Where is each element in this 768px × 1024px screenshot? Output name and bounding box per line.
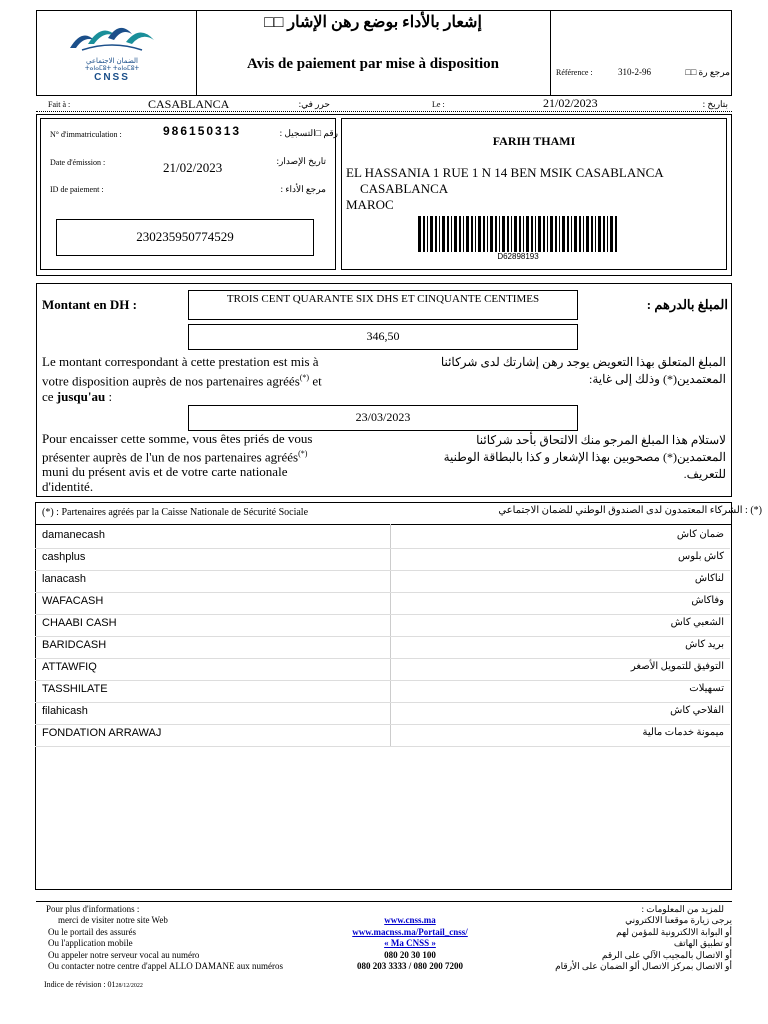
barcode-bar — [459, 216, 461, 252]
barcode-bar — [571, 216, 572, 252]
barcode-bar — [583, 216, 584, 252]
recipient-address-3: MAROC — [346, 197, 394, 212]
barcode-bar — [483, 216, 485, 252]
barcode-bar — [487, 216, 488, 252]
partner-row — [35, 592, 730, 615]
partner-name-ar: التوفيق للتمويل الأصغر — [630, 661, 724, 672]
encaisser-fr-line2-text: présenter auprès de l'un de nos partenaires agréés — [42, 449, 299, 465]
dispo-fr-line2 — [42, 370, 360, 389]
barcode-bar — [454, 216, 457, 252]
footer-row-ar: يرجى زيارة موقعنا الالكتروني — [625, 915, 732, 925]
footer-phone: 080 20 30 100 — [384, 949, 436, 960]
encaisser-fr-line3: muni du présent avis et de votre carte nationale — [42, 464, 288, 480]
fait-label-ar: حرر في: — [298, 99, 330, 109]
footer-info-ar: للمزيد من المعلومات : — [641, 904, 724, 914]
barcode-bar — [555, 216, 557, 252]
partner-name-fr: FONDATION ARRAWAJ — [42, 727, 162, 739]
barcode-bar — [511, 216, 512, 252]
place-date-underline — [36, 111, 732, 113]
footer-row-fr: Ou appeler notre serveur vocal au numéro — [48, 949, 200, 960]
partner-name-fr: BARIDCASH — [42, 639, 107, 651]
barcode-bar — [615, 216, 617, 252]
dispo-fr-line3 — [42, 389, 360, 405]
barcode-bar — [526, 216, 529, 252]
barcode-bar — [550, 216, 553, 252]
barcode-bar — [514, 216, 517, 252]
title-arabic: إشعار بالأداء بوضع رهن الإشار □□ — [264, 14, 482, 31]
dispo-fr-et: et — [309, 373, 322, 389]
logo-tifinagh-text: ⵜⴰⵏⴰⵎⵓⵜ ⵜⴰⵏⴰⵎⵓⵜ — [84, 66, 140, 72]
le-value: 21/02/2023 — [543, 96, 598, 110]
revision-date: 28/12/2022 — [115, 983, 143, 989]
partner-row — [35, 658, 730, 681]
amount-value: 346,50 — [366, 329, 400, 343]
footer-info-fr: Pour plus d'informations : — [46, 904, 140, 914]
dispo-fr-sup: (*) — [299, 373, 310, 382]
barcode-bar — [591, 216, 593, 252]
immat-label-ar: رقم □التسجيل : — [279, 128, 338, 138]
dispo-fr-colon: : — [105, 389, 113, 405]
barcode-bar — [523, 216, 524, 252]
dispo-fr-line1: Le montant correspondant à cette prestation est mis à — [42, 354, 319, 369]
dispo-ar-line1: المبلغ المتعلق بهذا التعويض يوجد رهن إشارتك لدى شركائنا — [440, 355, 726, 369]
fait-value: CASABLANCA — [148, 97, 230, 111]
partner-row — [35, 614, 730, 637]
dispo-fr-ce: ce — [42, 389, 57, 405]
partner-name-fr: TASSHILATE — [42, 683, 108, 695]
barcode-bar — [547, 216, 548, 252]
barcode-bar — [427, 216, 428, 252]
partner-row — [35, 548, 730, 571]
id-paiement-label-ar: مرجع الأداء : — [280, 184, 326, 194]
barcode-bar — [543, 216, 545, 252]
partner-name-ar: ميمونة خدمات مالية — [642, 727, 724, 738]
title-french: Avis de paiement par mise à disposition — [247, 56, 499, 72]
footer-row-ar: أو تطبيق الهاتف — [673, 938, 732, 948]
barcode-bar — [603, 216, 605, 252]
partner-row — [35, 702, 730, 725]
encaisser-fr-sup: (*) — [298, 449, 308, 458]
barcode-bar — [423, 216, 425, 252]
dispo-fr-jusquau: jusqu'au — [56, 389, 106, 405]
deadline-value: 23/03/2023 — [355, 410, 411, 424]
barcode-bar — [519, 216, 521, 252]
barcode-bar — [439, 216, 440, 252]
revision-label: Indice de révision : 01 — [44, 980, 116, 989]
recipient-address-2: CASABLANCA — [360, 181, 449, 196]
barcode-bar — [531, 216, 533, 252]
barcode-bar — [586, 216, 589, 252]
footer-top-line — [36, 901, 732, 902]
dispo-fr-line2-text: votre disposition auprès de nos partenaires agréés — [42, 373, 300, 389]
barcode-bar — [430, 216, 433, 252]
barcode-bar — [502, 216, 505, 252]
barcode-bar — [490, 216, 493, 252]
header-divider-right — [550, 10, 551, 96]
partner-name-fr: lanacash — [42, 573, 87, 585]
partner-name-ar: الفلاحي كاش — [670, 705, 724, 716]
barcode-bar — [507, 216, 509, 252]
barcode-bar — [538, 216, 541, 252]
barcode-bar — [418, 216, 421, 252]
barcode-bar — [463, 216, 464, 252]
encaisser-text-ar — [390, 432, 726, 483]
encaisser-fr-line1: Pour encaisser cette somme, vous êtes priés de vous — [42, 431, 313, 446]
barcode-bar — [567, 216, 569, 252]
amount-label-fr: Montant en DH : — [42, 297, 137, 312]
reference-value: 310-2-96 — [618, 67, 651, 77]
partner-name-ar: وفاكاش — [691, 595, 724, 606]
barcode-bar — [478, 216, 481, 252]
barcode-bar — [466, 216, 469, 252]
logo-arabic-text: الضمان الاجتماعي — [86, 58, 138, 65]
partners-header-fr: (*) : Partenaires agréés par la Caisse Nationale de Sécurité Sociale — [42, 507, 309, 518]
cnss-logo-icon — [62, 18, 162, 54]
reference-label-ar: مرجع رة □□ — [685, 67, 730, 77]
logo-cnss-text: CNSS — [94, 72, 130, 83]
partner-name-ar: لناكاش — [694, 573, 724, 584]
encaisser-ar-line1: لاستلام هذا المبلغ المرجو منك الالتحاق بأحد شركائنا — [476, 433, 726, 447]
barcode — [418, 216, 618, 252]
barcode-bar — [535, 216, 536, 252]
partner-name-fr: ATTAWFIQ — [42, 661, 97, 673]
footer-revision — [44, 980, 143, 989]
barcode-bar — [475, 216, 476, 252]
barcode-bar — [579, 216, 581, 252]
partner-name-fr: CHAABI CASH — [42, 617, 117, 629]
footer-row-ar: أو البوابة الالكترونية للمؤمن لهم — [616, 926, 732, 937]
id-paiement-label: ID de paiement : — [50, 185, 104, 194]
partner-name-ar: ضمان كاش — [676, 529, 724, 540]
partner-row — [35, 636, 730, 659]
footer-row-fr: Ou le portail des assurés — [48, 926, 136, 937]
partners-header-ar: (*) : الشركاء المعتمدون لدى الصندوق الوطني للضمان الاجتماعي — [498, 505, 762, 516]
barcode-bar — [574, 216, 577, 252]
partner-name-fr: damanecash — [42, 529, 105, 541]
fait-label: Fait à : — [48, 100, 71, 109]
amount-words: TROIS CENT QUARANTE SIX DHS ET CINQUANTE CENTIMES — [226, 293, 540, 305]
header-divider-left — [196, 10, 197, 96]
date-emission-label: Date d'émission : — [50, 158, 106, 167]
barcode-bar — [595, 216, 596, 252]
date-emission-value: 21/02/2023 — [163, 160, 223, 175]
partner-row — [35, 570, 730, 593]
barcode-bar — [499, 216, 500, 252]
footer-link[interactable]: www.macnss.ma/Portail_cnss/ — [352, 926, 468, 937]
barcode-bar — [495, 216, 497, 252]
encaisser-fr-line4: d'identité. — [42, 479, 94, 495]
footer-link[interactable]: « Ma CNSS » — [384, 938, 436, 948]
amount-label-ar: المبلغ بالدرهم : — [646, 297, 728, 312]
id-paiement-value: 230235950774529 — [136, 229, 234, 244]
footer-link[interactable]: www.cnss.ma — [384, 915, 436, 925]
reference-label: Référence : — [556, 68, 593, 77]
dispo-text-ar — [390, 354, 726, 388]
partner-row — [35, 724, 730, 747]
partner-name-ar: بريد كاش — [685, 639, 724, 650]
dispo-ar-line2: المعتمدين(*) وذلك إلى غاية: — [589, 372, 726, 386]
barcode-bar — [562, 216, 565, 252]
date-emission-label-ar: تاريخ الإصدار: — [276, 156, 326, 166]
dispo-text-fr — [42, 354, 360, 405]
footer-row-ar: أو الاتصال بالمجيب الآلي على الرقم — [601, 949, 732, 960]
partner-name-fr: filahicash — [42, 705, 88, 717]
barcode-bar — [447, 216, 449, 252]
barcode-bar — [435, 216, 437, 252]
immat-value: 986150313 — [163, 124, 242, 138]
partner-row — [35, 526, 730, 549]
partner-name-ar: الشعبي كاش — [670, 617, 724, 628]
le-label: Le : — [432, 100, 445, 109]
partner-name-fr: cashplus — [42, 551, 86, 563]
recipient-name: FARIH THAMI — [492, 134, 576, 148]
barcode-bar — [607, 216, 608, 252]
footer-row-fr: Ou l'application mobile — [48, 938, 133, 948]
partners-header-sep — [35, 524, 732, 525]
barcode-bar — [598, 216, 601, 252]
barcode-bar — [471, 216, 473, 252]
encaisser-fr-line2 — [42, 446, 360, 464]
le-label-ar: بتاريخ : — [702, 99, 728, 109]
partner-name-ar: تسهيلات — [689, 683, 724, 694]
footer-row-ar: أو الاتصال بمركز الاتصال ألو الضمان على الأرقام — [555, 961, 732, 971]
partner-name-fr: WAFACASH — [42, 595, 104, 607]
recipient-address-1: EL HASSANIA 1 RUE 1 N 14 BEN MSIK CASABLANCA — [346, 165, 664, 180]
immat-label: N° d'immatriculation : — [50, 130, 122, 139]
partner-name-ar: كاش بلوس — [678, 551, 724, 562]
barcode-bar — [559, 216, 560, 252]
cnss-logo — [62, 18, 162, 88]
barcode-bar — [451, 216, 452, 252]
encaisser-ar-line3: للتعريف. — [683, 467, 726, 481]
barcode-text: D62898193 — [497, 252, 539, 261]
partner-row — [35, 680, 730, 703]
barcode-bar — [610, 216, 613, 252]
encaisser-text-fr — [42, 431, 360, 494]
footer-row-fr: merci de visiter notre site Web — [58, 915, 168, 925]
footer-row-fr: Ou contacter notre centre d'appel ALLO DAMANE aux numéros — [48, 961, 284, 971]
footer-phone: 080 203 3333 / 080 200 7200 — [356, 961, 463, 971]
barcode-bar — [442, 216, 445, 252]
encaisser-ar-line2: المعتمدين(*) مصحوبين بهذا الإشعار و كذا بالبطاقة الوطنية — [443, 450, 726, 464]
